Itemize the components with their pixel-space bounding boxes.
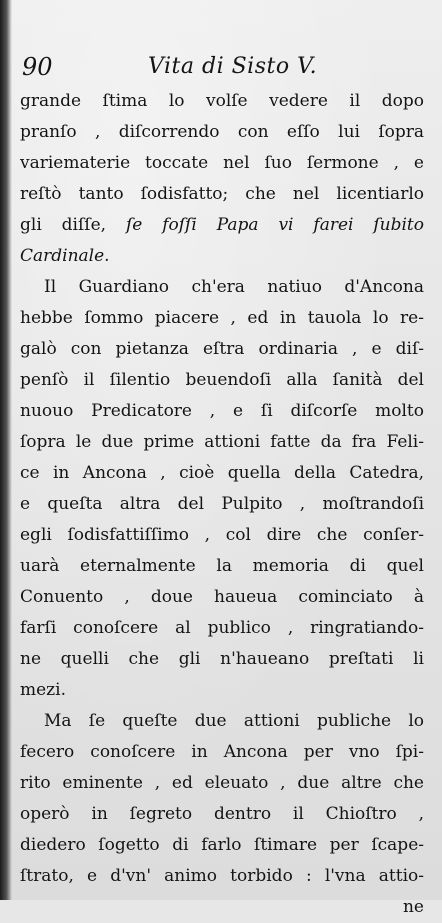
italic-quote: ſe foſſi Papa vi farei ſubito <box>125 215 425 235</box>
text-line: reſtò tanto ſodisfatto; che nel licentiarlo <box>20 184 424 204</box>
text-line: ce in Ancona , cioè quella della Catedra, <box>20 463 424 483</box>
paragraph-start-line: Il Guardiano ch'era natiuo d'Ancona <box>44 277 424 297</box>
text-line: penſò il ſilentio beuendoſi alla ſanità del <box>20 370 424 390</box>
text-line: ſtrato, e d'vn' animo torbido : l'vna attio- <box>20 866 424 886</box>
text-line: galò con pietanza eſtra ordinaria , e diſ- <box>20 339 424 359</box>
running-title: Vita di Sisto V. <box>148 54 318 79</box>
text-line: ſopra le due prime attioni fatte da fra Feli- <box>20 432 424 452</box>
text-line: ne quelli che gli n'haueano preſtati li <box>20 649 424 669</box>
page-header <box>20 50 420 84</box>
text-line: farſi conoſcere al publico , ringratiando- <box>20 618 424 638</box>
text-line <box>20 241 424 272</box>
text-line: hebbe ſommo piacere , ed in tauola lo re- <box>20 308 424 328</box>
text-line: e queſta altra del Pulpito , moſtrandoſi <box>20 494 424 514</box>
text-line: gli diſſe, ſe foſſi Papa vi farei ſubito <box>20 215 425 235</box>
binding-shadow <box>0 0 12 900</box>
text-line: grande ſtima lo volſe vedere il dopo <box>20 91 424 111</box>
text-line: fecero conoſcere in Ancona per vno ſpi- <box>20 742 424 762</box>
catchword: ne <box>402 897 424 917</box>
text-line: egli ſodisfattiſſimo , col dire che conſer- <box>20 525 424 545</box>
body-text <box>20 86 424 923</box>
text-line: uarà eternalmente la memoria di quel <box>20 556 424 576</box>
text-line: Conuento , doue haueua cominciato à <box>20 587 424 607</box>
text-line: nuouo Predicatore , e ſi diſcorſe molto <box>20 401 424 421</box>
text-line: variematerie toccate nel ſuo ſermone , e <box>20 153 424 173</box>
text-line: mezi. <box>20 680 66 700</box>
text-line: diedero ſogetto di farlo ſtimare per ſcape- <box>20 835 424 855</box>
italic-quote: Cardinale. <box>20 246 110 266</box>
page-number: 90 <box>22 53 53 81</box>
text-line: rito eminente , ed eleuato , due altre che <box>20 773 424 793</box>
text-line: operò in ſegreto dentro il Chioſtro , <box>20 804 424 824</box>
text-line: pranſo , diſcorrendo con eſſo lui ſopra <box>20 122 424 142</box>
paragraph-start-line: Ma ſe queſte due attioni publiche lo <box>44 711 424 731</box>
